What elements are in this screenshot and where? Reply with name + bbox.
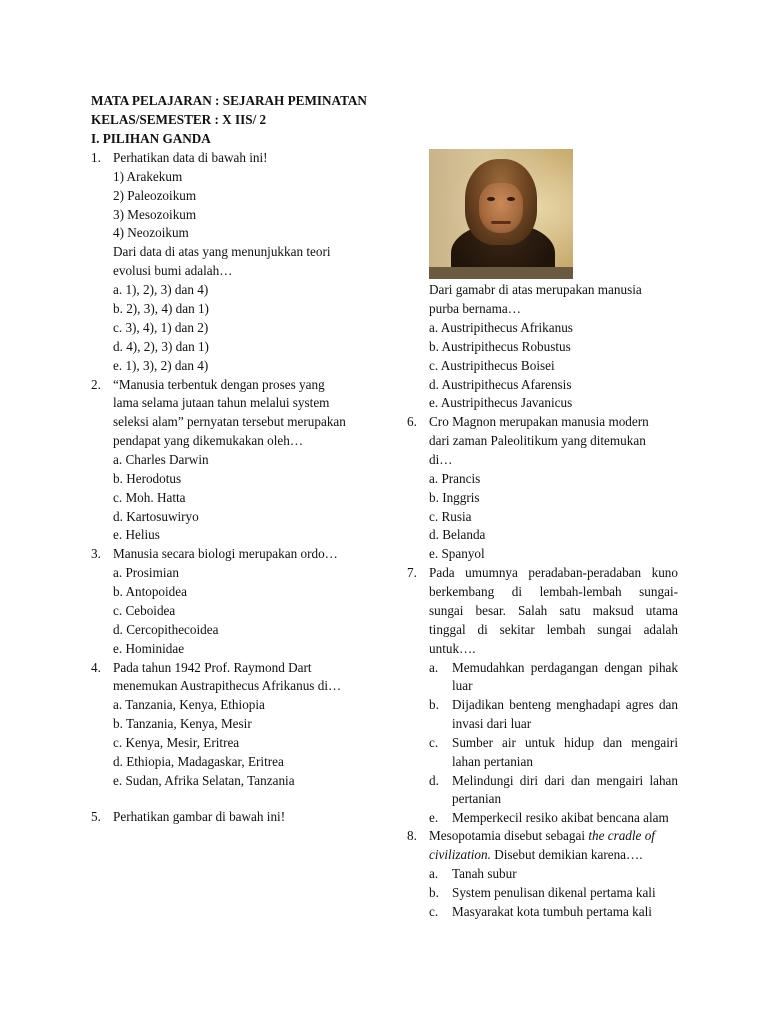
q7-stem: sungai besar. Salah satu maksud utama bbox=[429, 603, 678, 618]
q6-option-e: e. Spanyol bbox=[429, 546, 485, 561]
q8-stem-text-2: Disebut demikian karena…. bbox=[490, 847, 643, 862]
q1-item: 2) Paleozoikum bbox=[113, 188, 197, 203]
q2-stem: lama selama jutaan tahun melalui system bbox=[113, 395, 330, 410]
q6-stem: dari zaman Paleolitikum yang ditemukan bbox=[429, 433, 646, 448]
q7-option-e-letter: e. bbox=[429, 810, 439, 825]
q3-option-c: c. Ceboidea bbox=[113, 603, 176, 618]
q1-item: 4) Neozoikum bbox=[113, 225, 189, 240]
q7-option-c-cont: lahan pertanian bbox=[452, 754, 533, 769]
q7-option-a: Memudahkan perdagangan dengan pihak bbox=[452, 660, 678, 675]
q1-option-d: d. 4), 2), 3) dan 1) bbox=[113, 339, 209, 354]
q8-option-c-letter: c. bbox=[429, 904, 439, 919]
q6-option-d: d. Belanda bbox=[429, 527, 486, 542]
q5-option-c: c. Austripithecus Boisei bbox=[429, 358, 555, 373]
q2-number: 2. bbox=[91, 377, 101, 392]
q6-stem: di… bbox=[429, 452, 453, 467]
q7-stem: tinggal di sekitar lembah sungai adalah bbox=[429, 622, 678, 637]
q4-option-d: d. Ethiopia, Madagaskar, Eritrea bbox=[113, 754, 284, 769]
q4-stem: menemukan Austrapithecus Afrikanus di… bbox=[113, 678, 342, 693]
q4-number: 4. bbox=[91, 660, 101, 675]
q3-stem: Manusia secara biologi merupakan ordo… bbox=[113, 546, 338, 561]
q8-stem-italic-2: civilization. bbox=[429, 847, 491, 862]
q7-option-c-letter: c. bbox=[429, 735, 439, 750]
q6-option-b: b. Inggris bbox=[429, 490, 480, 505]
q8-option-c: Masyarakat kota tumbuh pertama kali bbox=[452, 904, 652, 919]
q7-number: 7. bbox=[407, 565, 417, 580]
q8-stem-text: Mesopotamia disebut sebagai bbox=[429, 828, 589, 843]
q4-option-c: c. Kenya, Mesir, Eritrea bbox=[113, 735, 240, 750]
q6-option-a: a. Prancis bbox=[429, 471, 481, 486]
q5-stem-3: purba bernama… bbox=[429, 301, 521, 316]
q7-option-b-letter: b. bbox=[429, 697, 439, 712]
q3-option-a: a. Prosimian bbox=[113, 565, 179, 580]
q5-option-e: e. Austripithecus Javanicus bbox=[429, 395, 573, 410]
q8-option-b-letter: b. bbox=[429, 885, 439, 900]
q2-stem: seleksi alam” pernyatan tersebut merupakan bbox=[113, 414, 346, 429]
q2-option-d: d. Kartosuwiryo bbox=[113, 509, 199, 524]
q5-number: 5. bbox=[91, 809, 101, 824]
q3-option-b: b. Antopoidea bbox=[113, 584, 187, 599]
q5-option-a: a. Austripithecus Afrikanus bbox=[429, 320, 573, 335]
q8-stem-2 bbox=[429, 846, 643, 864]
q4-stem: Pada tahun 1942 Prof. Raymond Dart bbox=[113, 660, 312, 675]
q8-option-a-letter: a. bbox=[429, 866, 439, 881]
q6-number: 6. bbox=[407, 414, 417, 429]
q3-option-d: d. Cercopithecoidea bbox=[113, 622, 219, 637]
q4-option-a: a. Tanzania, Kenya, Ethiopia bbox=[113, 697, 265, 712]
q5-stem: Perhatikan gambar di bawah ini! bbox=[113, 809, 286, 824]
q6-option-c: c. Rusia bbox=[429, 509, 472, 524]
hominid-bust-photo bbox=[429, 149, 573, 279]
q4-option-e: e. Sudan, Afrika Selatan, Tanzania bbox=[113, 773, 295, 788]
q8-number: 8. bbox=[407, 828, 417, 843]
q1-item: 1) Arakekum bbox=[113, 169, 183, 184]
q2-stem: pendapat yang dikemukakan oleh… bbox=[113, 433, 304, 448]
q7-option-b: Dijadikan benteng menghadapi agres dan bbox=[452, 697, 678, 712]
q7-option-d: Melindungi diri dari dan mengairi lahan bbox=[452, 773, 678, 788]
q5-option-b: b. Austripithecus Robustus bbox=[429, 339, 571, 354]
q1-option-e: e. 1), 3), 2) dan 4) bbox=[113, 358, 209, 373]
q7-option-b-cont: invasi dari luar bbox=[452, 716, 532, 731]
q5-option-d: d. Austripithecus Afarensis bbox=[429, 377, 572, 392]
q8-stem-italic: the cradle of bbox=[588, 828, 655, 843]
q1-number: 1. bbox=[91, 150, 101, 165]
q7-stem: untuk…. bbox=[429, 641, 476, 656]
q1-stem-2: Dari data di atas yang menunjukkan teori bbox=[113, 244, 331, 259]
q2-option-c: c. Moh. Hatta bbox=[113, 490, 186, 505]
q6-stem: Cro Magnon merupakan manusia modern bbox=[429, 414, 649, 429]
q2-stem: “Manusia terbentuk dengan proses yang bbox=[113, 377, 325, 392]
q7-option-d-cont: pertanian bbox=[452, 791, 502, 806]
q2-option-a: a. Charles Darwin bbox=[113, 452, 209, 467]
q1-stem-3: evolusi bumi adalah… bbox=[113, 263, 233, 278]
q7-stem: Pada umumnya peradaban-peradaban kuno bbox=[429, 565, 678, 580]
q1-stem: Perhatikan data di bawah ini! bbox=[113, 150, 268, 165]
q2-option-b: b. Herodotus bbox=[113, 471, 182, 486]
q1-option-c: c. 3), 4), 1) dan 2) bbox=[113, 320, 209, 335]
q7-option-a-letter: a. bbox=[429, 660, 439, 675]
class-line: KELAS/SEMESTER : X IIS/ 2 bbox=[91, 112, 267, 127]
q1-option-a: a. 1), 2), 3) dan 4) bbox=[113, 282, 209, 297]
q8-option-b: System penulisan dikenal pertama kali bbox=[452, 885, 656, 900]
q4-option-b: b. Tanzania, Kenya, Mesir bbox=[113, 716, 252, 731]
q7-option-a-cont: luar bbox=[452, 678, 473, 693]
subject-line: MATA PELAJARAN : SEJARAH PEMINATAN bbox=[91, 93, 367, 108]
q7-option-c: Sumber air untuk hidup dan mengairi bbox=[452, 735, 678, 750]
q3-option-e: e. Hominidae bbox=[113, 641, 185, 656]
q2-option-e: e. Helius bbox=[113, 527, 160, 542]
q8-option-a: Tanah subur bbox=[452, 866, 517, 881]
q7-option-e: Memperkecil resiko akibat bencana alam bbox=[452, 810, 669, 825]
q7-option-d-letter: d. bbox=[429, 773, 439, 788]
q7-stem: berkembang di lembah-lembah sungai- bbox=[429, 584, 678, 599]
q1-item: 3) Mesozoikum bbox=[113, 207, 197, 222]
q3-number: 3. bbox=[91, 546, 101, 561]
q1-option-b: b. 2), 3), 4) dan 1) bbox=[113, 301, 209, 316]
section-title: I. PILIHAN GANDA bbox=[91, 131, 211, 146]
q8-stem bbox=[429, 827, 655, 845]
q5-stem-2: Dari gamabr di atas merupakan manusia bbox=[429, 282, 642, 297]
